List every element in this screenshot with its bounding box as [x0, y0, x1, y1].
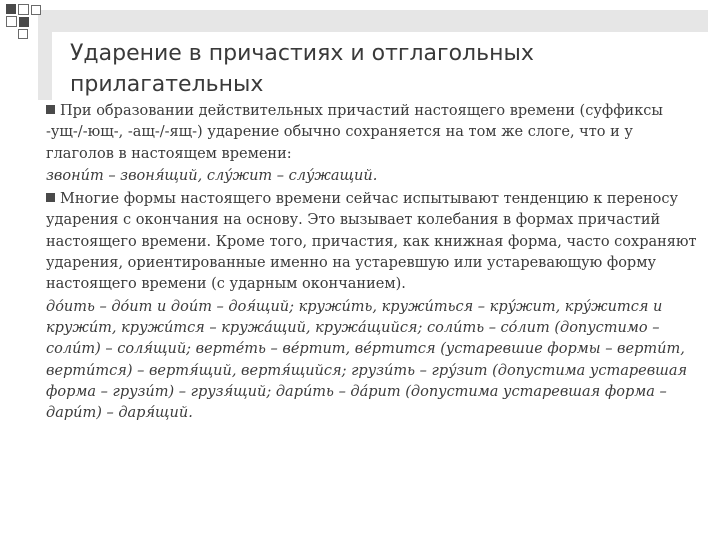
left-decor-bar — [38, 10, 52, 100]
corner-square-6 — [18, 29, 28, 39]
slide-title: Ударение в причастиях и отглагольных прилагательных — [70, 41, 534, 97]
corner-square-2 — [18, 4, 29, 15]
top-decor-bar — [38, 10, 708, 32]
bullet-paragraph-1 — [46, 101, 700, 165]
corner-square-3 — [6, 16, 17, 27]
corner-square-5 — [31, 5, 41, 15]
bullet-paragraph-2 — [46, 189, 700, 295]
example-2: до́ить – до́ит и дои́т – доя́щий; кружи́ть, кружи́ться – кру́жит, кру́жится и кружи́т, кружи́тся – кружа́щий, кружа́щийся; соли́ть – со́лит (допустимо – соли́т) – соля́щий; верте́ть – ве́ртит, ве́ртится (устаревшие формы – верти́т, верти́тся) – вертя́щий, вертя́щийся; грузи́ть – гру́зит (допустима устаревшая форма – грузи́т) – грузя́щий; дари́ть – да́рит (допустима устаревшая форма – дари́т) – даря́щий. — [46, 298, 688, 422]
example-1: звони́т – звоня́щий, слу́жит – слу́жащий. — [46, 167, 378, 184]
corner-square-4 — [19, 17, 29, 27]
slide-body — [46, 101, 700, 426]
square-bullet-icon — [46, 105, 55, 114]
bullet-1-text: При образовании действительных причастий настоящего времени (суффиксы -ущ-/-ющ-, -ащ-/-ящ-) ударение обычно сохраняется на том же слоге, что и у глаголов в настоящем времени: — [46, 103, 663, 162]
corner-square-1 — [6, 4, 16, 14]
square-bullet-icon — [46, 193, 55, 202]
bullet-2-text: Многие формы настоящего времени сейчас испытывают тенденцию к переносу ударения с окончания на основу. Это вызывает колебания в формах причастий настоящего времени. Кроме того, причастия, как книжная форма, часто сохраняют ударения, ориентированные именно на устаревшую или устаревающую форму настоящего времени (с ударным окончанием). — [46, 191, 697, 293]
